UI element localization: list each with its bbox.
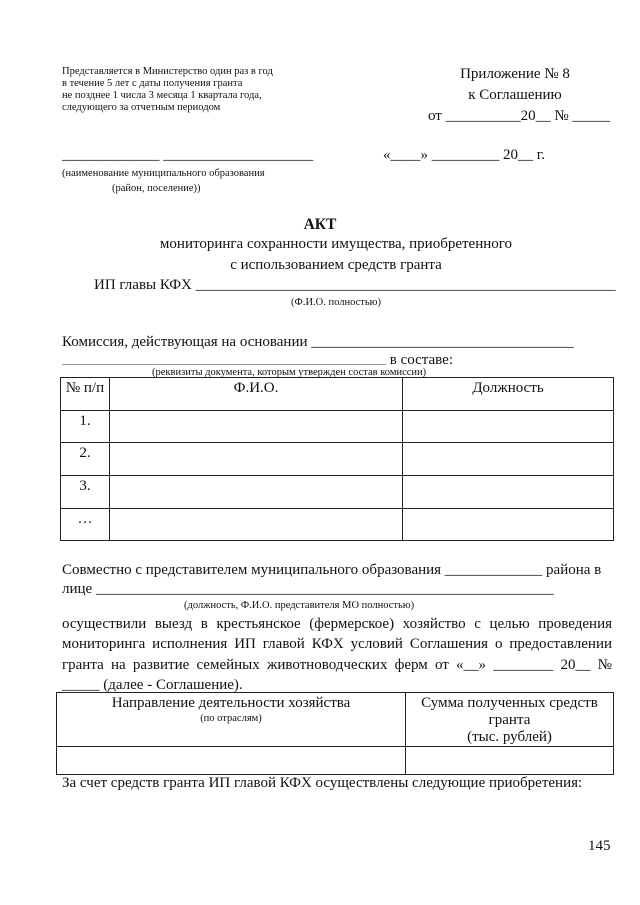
grant-sum-label-3: (тыс. рублей) [467,729,552,745]
commission-hint: (реквизиты документа, которым утвержден состав комиссии) [152,367,427,378]
municipality-line: _____________ ____________________ [62,147,314,163]
commission-underline: ___________________________________ [311,334,574,350]
activity-direction-sub: (по отраслям) [200,713,262,724]
kfh-underline: ________________________________________________________ [195,277,616,293]
note-line: в течение 5 лет с даты получения гранта [62,78,243,89]
header-position: Должность [403,378,614,411]
row-position-cell [403,411,614,443]
joint-para-1: осуществили выезд в крестьянское (фермерское) хозяйство с целью проведения [62,616,612,632]
commission-underline-2: ________________________________________________________________________________ [62,356,387,366]
municipality-hint-2: (район, поселение)) [112,183,201,194]
act-title-line-2: с использованием средств гранта [230,257,442,273]
table-row [57,747,614,775]
activity-direction-cell [57,747,406,775]
commission-tail: в составе: [386,352,454,368]
joint-hint: (должность, Ф.И.О. представителя МО полностью) [184,600,415,611]
grant-sum-label-2: гранта [488,712,531,728]
joint-line-1: Совместно с представителем муниципального образования _____________ района в [62,562,602,578]
table-row [61,443,614,476]
act-title-line-1: мониторинга сохранности имущества, приобретенного [159,236,513,252]
row-position-cell [403,476,614,509]
note-line: следующего за отчетным периодом [62,102,221,113]
appendix-title: Приложение № 8 [460,66,570,82]
activity-direction-header [57,693,406,747]
municipality-hint: (наименование муниципального образования [62,168,265,179]
grant-sum-cell [406,747,614,775]
header-fio: Ф.И.О. [110,378,403,411]
table-row [61,411,614,443]
row-fio-cell [110,443,403,476]
joint-para-3: гранта на развитие семейных животноводческих ферм от «__» ________ 20__ № [62,657,612,673]
row-position-cell [403,443,614,476]
table-row [61,476,614,509]
row-fio-cell [110,509,403,541]
header-number: № п/п [61,378,110,411]
row-number: 2. [61,443,110,476]
table-row [61,509,614,541]
row-fio-cell [110,476,403,509]
act-date-line: «____» _________ 20__ г. [383,147,545,163]
kfh-line [94,277,616,294]
row-number: 1. [61,411,110,443]
act-heading: АКТ [303,216,337,233]
row-fio-cell [110,411,403,443]
row-number: 3. [61,476,110,509]
note-line: Представляется в Министерство один раз в год [62,66,273,77]
activity-table [56,692,614,775]
joint-para-2: мониторинга исполнения ИП главой КФХ условий Соглашения о предоставлении [62,636,612,652]
kfh-hint: (Ф.И.О. полностью) [291,297,381,308]
joint-line-2: лице _____________________________________________________________ [62,581,554,597]
members-table [60,377,614,541]
joint-para-4: _____ (далее - Соглашение). [62,677,243,693]
commission-line-1 [62,334,574,351]
row-position-cell [403,509,614,541]
grant-sum-header [406,693,614,747]
note-line: не позднее 1 числа 3 месяца 1 квартала года, [62,90,262,101]
appendix-date-line: от __________20__ № _____ [428,108,610,124]
table-header-row [57,693,614,747]
page-number: 145 [588,838,611,854]
grant-sum-label-1: Сумма полученных средств [421,695,598,711]
submission-note [62,66,273,114]
commission-label: Комиссия, действующая на основании [62,334,312,350]
row-number: … [61,509,110,541]
appendix-ref: к Соглашению [468,87,562,103]
table-header-row [61,378,614,411]
activity-direction-label: Направление деятельности хозяйства [111,695,351,711]
purchases-intro: За счет средств гранта ИП главой КФХ осуществлены следующие приобретения: [62,775,583,791]
kfh-label: ИП главы КФХ [94,277,196,293]
